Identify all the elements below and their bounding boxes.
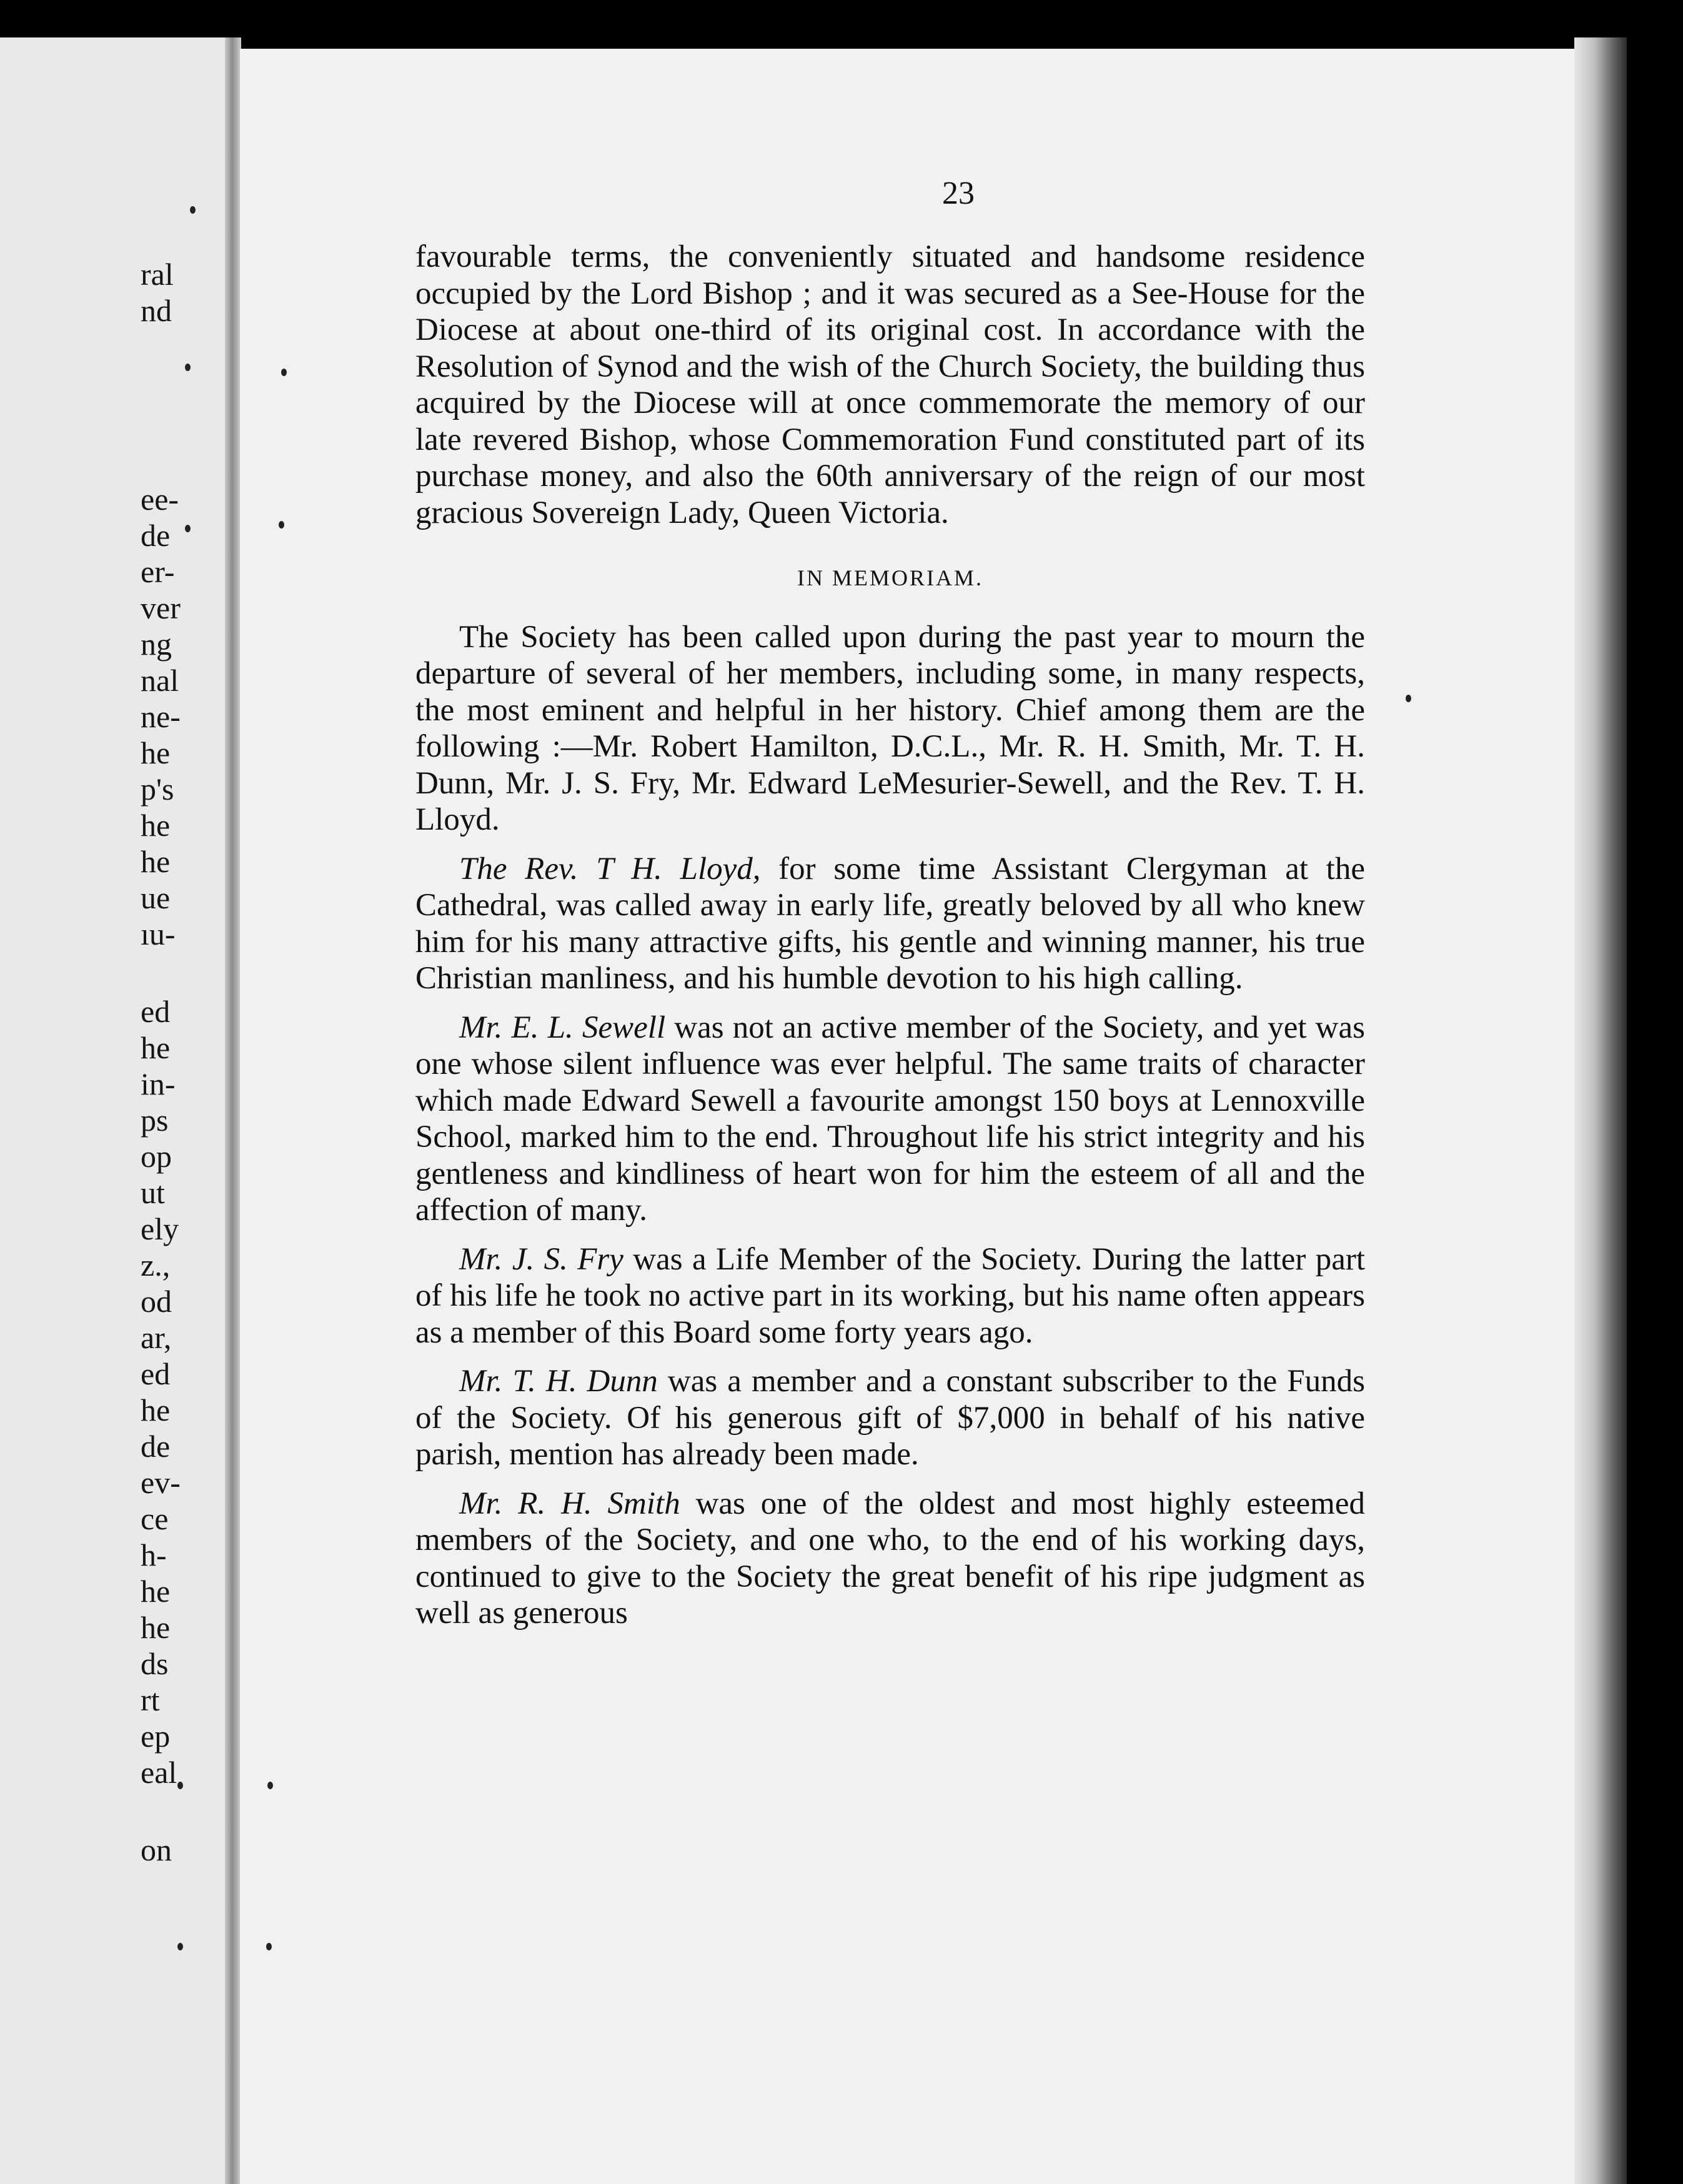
left-text-fragment: he [141, 808, 171, 843]
print-speck [185, 364, 191, 371]
left-text-fragment: op [141, 1139, 172, 1174]
left-text-fragment: he [141, 844, 171, 879]
left-text-fragment: p's [141, 772, 174, 807]
entry-name: Mr. R. H. Smith [459, 1486, 680, 1521]
page-edge [1574, 37, 1627, 2184]
print-speck [177, 1782, 183, 1789]
print-speck [279, 521, 284, 529]
memoriam-entry [415, 1363, 1365, 1473]
left-text-fragment: ue [141, 880, 171, 915]
left-text-fragment: ral [141, 257, 174, 292]
print-speck [185, 525, 191, 532]
left-text-fragment: ds [141, 1646, 169, 1681]
left-text-fragment: ev- [141, 1465, 181, 1500]
memoriam-entry [415, 851, 1365, 997]
print-speck [266, 1943, 272, 1950]
left-text-fragment: ee- [141, 482, 179, 517]
opening-paragraph: favourable terms, the conveniently situated and handsome residence occupied by the Lord Bishop ; and it was secured as a See-House for the Diocese at about one-third of its original cost. In accordance with the Resolution of Synod and the wish of the Church Society, the building thus acquired by the Diocese will at once commemorate the memory of our late revered Bishop, whose Commemoration Fund constituted part of its purchase money, and also the 60th anniversary of the reign of our most gracious Sovereign Lady, Queen Victoria. [415, 239, 1365, 530]
left-text-fragment: h- [141, 1537, 167, 1572]
left-text-fragment: in- [141, 1066, 176, 1101]
memoriam-entry [415, 1486, 1365, 1632]
left-text-fragment: rt [141, 1682, 160, 1717]
left-text-fragment: ut [141, 1175, 165, 1210]
left-text-fragment: ed [141, 994, 171, 1029]
left-text-fragment: ver [141, 590, 181, 625]
left-text-fragment: z., [141, 1248, 171, 1283]
left-text-fragment: nal [141, 663, 179, 698]
page-body [415, 239, 1365, 1632]
left-text-fragment: ce [141, 1501, 169, 1536]
left-text-fragment: ar, [141, 1320, 172, 1355]
left-text-fragment: ely [141, 1211, 179, 1246]
left-text-fragment: he [141, 1574, 171, 1609]
left-text-fragment: ng [141, 627, 172, 662]
entry-name: The Rev. T H. Lloyd, [459, 851, 761, 886]
left-text-fragment: ed [141, 1356, 171, 1391]
left-text-fragment: er- [141, 554, 175, 589]
left-text-fragment: de [141, 518, 171, 553]
book-gutter [225, 37, 241, 2184]
left-text-fragment: ep [141, 1719, 171, 1754]
section-heading: IN MEMORIAM. [797, 565, 983, 590]
entry-text: was a member and a constant subscriber to the Funds of the Society. Of his generous gift of $7,000 in behalf of his native parish, mention has already been made. [415, 1364, 1365, 1472]
print-speck [1406, 695, 1411, 702]
print-speck [177, 1943, 183, 1950]
memoriam-intro: The Society has been called upon during the past year to mourn the departure of several of her members, including some, in many respects, the most eminent and helpful in her history. Chief among them are the following :—Mr. Robert Hamilton, D.C.L., Mr. R. H. Smith, Mr. T. H. Dunn, Mr. J. S. Fry, Mr. Edward LeMesurier-Sewell, and the Rev. T. H. Lloyd. [415, 619, 1365, 837]
left-text-fragment: od [141, 1284, 172, 1319]
left-text-fragment: de [141, 1429, 171, 1464]
entry-name: Mr. T. H. Dunn [459, 1364, 658, 1399]
entry-name: Mr. J. S. Fry [459, 1241, 623, 1277]
memoriam-entry [415, 1241, 1365, 1351]
left-text-fragment: on [141, 1832, 172, 1867]
print-speck [281, 369, 287, 376]
memoriam-entry [415, 1010, 1365, 1229]
left-text-fragment: he [141, 1392, 171, 1427]
entry-text: was one of the oldest and most highly esteemed members of the Society, and one who, to the end of his working days, continued to give to the Society the great benefit of his ripe judgment as well as generous [415, 1486, 1365, 1631]
left-text-fragment: he [141, 1610, 171, 1645]
entry-name: Mr. E. L. Sewell [459, 1010, 666, 1045]
left-text-fragment: he [141, 1030, 171, 1065]
left-text-fragment: ps [141, 1103, 169, 1138]
left-page-fragment [0, 37, 231, 2184]
print-speck [190, 206, 196, 214]
page-number: 23 [942, 176, 975, 211]
entry-text: for some time Assistant Clergyman at the Cathedral, was called away in early life, greatly beloved by all who knew him for his many attractive gifts, his gentle and winning manner, his true Christian manliness, and his humble devotion to his high calling. [415, 851, 1365, 996]
print-speck [267, 1782, 273, 1789]
left-text-fragment: ne- [141, 699, 181, 734]
left-text-fragment: nd [141, 293, 172, 328]
left-text-fragment: ıu- [141, 916, 176, 951]
left-text-fragment: he [141, 735, 171, 770]
entry-text: was a Life Member of the Society. During the latter part of his life he took no active part in its working, but his name often appears as a member of this Board some forty years ago. [415, 1241, 1365, 1350]
left-text-fragment: eal [141, 1755, 177, 1790]
entry-text: was not an active member of the Society, and yet was one whose silent influence was ever helpful. The same traits of character which made Edward Sewell a favourite amongst 150 boys at Lennoxville School, marked him to the end. Throughout life his strict integrity and his gentleness and kindliness of heart won for him the esteem of all and the affection of many. [415, 1010, 1365, 1228]
